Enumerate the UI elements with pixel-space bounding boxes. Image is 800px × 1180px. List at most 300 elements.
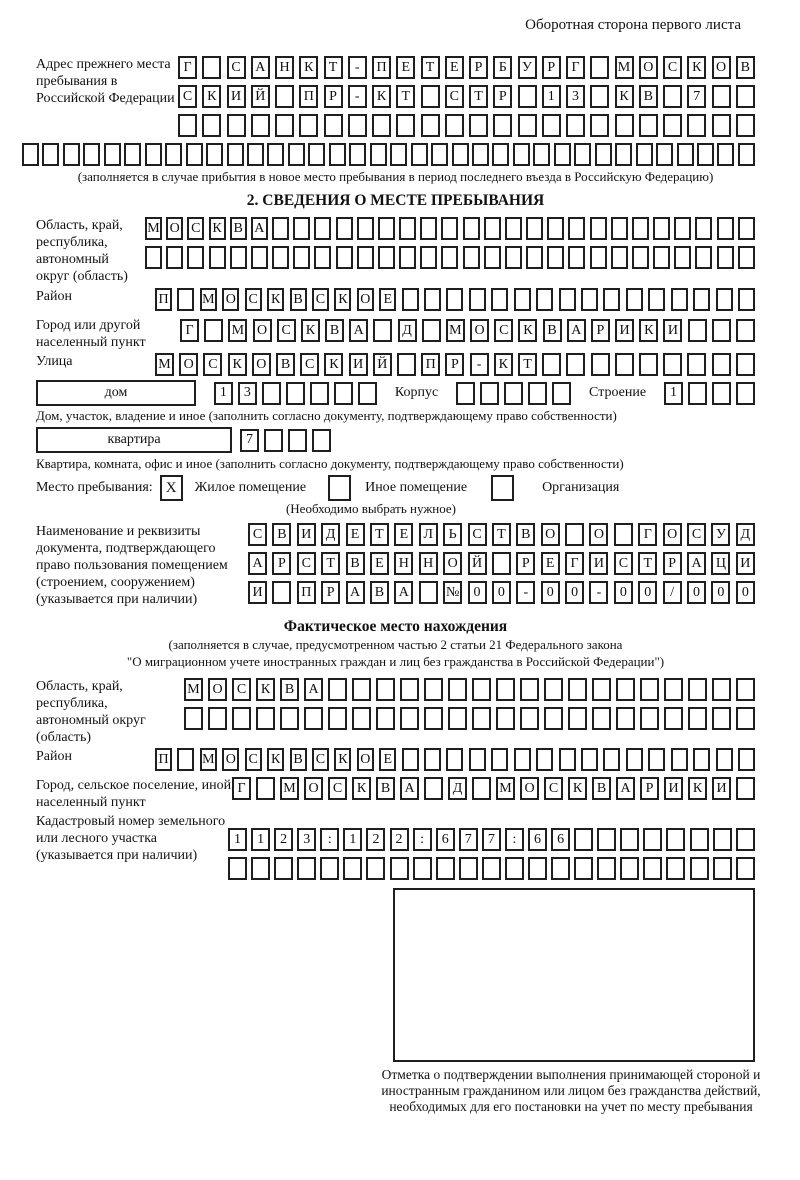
char-cell[interactable]: [209, 246, 226, 269]
char-cell[interactable]: [376, 707, 395, 730]
char-cell[interactable]: [469, 114, 488, 137]
char-cell[interactable]: [419, 581, 438, 604]
char-cell[interactable]: [677, 143, 694, 166]
char-cell[interactable]: [165, 143, 182, 166]
char-cell[interactable]: П: [372, 56, 391, 79]
char-cell[interactable]: И: [297, 523, 316, 546]
char-cell[interactable]: [536, 748, 553, 771]
char-cell[interactable]: [526, 217, 543, 240]
char-cell[interactable]: С: [245, 288, 262, 311]
char-cell[interactable]: К: [615, 85, 634, 108]
char-cell[interactable]: Б: [493, 56, 512, 79]
char-cell[interactable]: [424, 777, 443, 800]
char-cell[interactable]: [304, 707, 323, 730]
char-cell[interactable]: [614, 523, 633, 546]
char-cell[interactable]: [314, 217, 331, 240]
char-cell[interactable]: [738, 217, 755, 240]
char-cell[interactable]: 0: [468, 581, 487, 604]
char-cell[interactable]: [697, 143, 714, 166]
char-cell[interactable]: А: [394, 581, 413, 604]
char-cell[interactable]: [581, 748, 598, 771]
char-cell[interactable]: [424, 678, 443, 701]
char-cell[interactable]: [366, 857, 385, 880]
char-cell[interactable]: [431, 143, 448, 166]
char-cell[interactable]: [639, 114, 658, 137]
char-cell[interactable]: Р: [542, 56, 561, 79]
char-cell[interactable]: 7: [459, 828, 478, 851]
char-cell[interactable]: [717, 143, 734, 166]
char-cell[interactable]: [664, 678, 683, 701]
char-cell[interactable]: [626, 748, 643, 771]
char-cell[interactable]: В: [516, 523, 535, 546]
char-cell[interactable]: [206, 143, 223, 166]
char-cell[interactable]: [463, 217, 480, 240]
char-cell[interactable]: [343, 857, 362, 880]
char-cell[interactable]: [574, 857, 593, 880]
char-cell[interactable]: [505, 246, 522, 269]
char-cell[interactable]: К: [301, 319, 320, 342]
char-cell[interactable]: 6: [551, 828, 570, 851]
char-cell[interactable]: У: [711, 523, 730, 546]
char-cell[interactable]: [202, 114, 221, 137]
char-cell[interactable]: О: [253, 319, 272, 342]
char-cell[interactable]: 6: [528, 828, 547, 851]
char-cell[interactable]: Т: [638, 552, 657, 575]
char-cell[interactable]: О: [357, 748, 374, 771]
char-cell[interactable]: [568, 217, 585, 240]
char-cell[interactable]: [636, 143, 653, 166]
char-cell[interactable]: Е: [379, 288, 396, 311]
char-cell[interactable]: Г: [180, 319, 199, 342]
char-cell[interactable]: [590, 246, 607, 269]
char-cell[interactable]: [620, 857, 639, 880]
char-cell[interactable]: [738, 246, 755, 269]
char-cell[interactable]: С: [245, 748, 262, 771]
char-cell[interactable]: В: [276, 353, 295, 376]
char-cell[interactable]: А: [616, 777, 635, 800]
char-cell[interactable]: [536, 288, 553, 311]
char-cell[interactable]: [446, 288, 463, 311]
char-cell[interactable]: [124, 143, 141, 166]
char-cell[interactable]: [227, 143, 244, 166]
char-cell[interactable]: [552, 382, 571, 405]
char-cell[interactable]: [336, 246, 353, 269]
char-cell[interactable]: [357, 217, 374, 240]
char-cell[interactable]: В: [230, 217, 247, 240]
char-cell[interactable]: [620, 828, 639, 851]
char-cell[interactable]: [413, 857, 432, 880]
char-cell[interactable]: Р: [516, 552, 535, 575]
char-cell[interactable]: [184, 707, 203, 730]
char-cell[interactable]: [314, 246, 331, 269]
char-cell[interactable]: В: [376, 777, 395, 800]
char-cell[interactable]: 0: [492, 581, 511, 604]
char-cell[interactable]: [436, 857, 455, 880]
char-cell[interactable]: Н: [394, 552, 413, 575]
char-cell[interactable]: [712, 678, 731, 701]
char-cell[interactable]: М: [615, 56, 634, 79]
char-cell[interactable]: А: [248, 552, 267, 575]
char-cell[interactable]: К: [372, 85, 391, 108]
char-cell[interactable]: [448, 678, 467, 701]
char-cell[interactable]: [491, 748, 508, 771]
char-cell[interactable]: Р: [324, 85, 343, 108]
char-cell[interactable]: [592, 707, 611, 730]
char-cell[interactable]: [320, 857, 339, 880]
char-cell[interactable]: [551, 857, 570, 880]
char-cell[interactable]: М: [145, 217, 162, 240]
char-cell[interactable]: 1: [664, 382, 683, 405]
char-cell[interactable]: :: [413, 828, 432, 851]
char-cell[interactable]: [688, 382, 707, 405]
char-cell[interactable]: 7: [687, 85, 706, 108]
char-cell[interactable]: [480, 382, 499, 405]
char-cell[interactable]: [334, 382, 353, 405]
char-cell[interactable]: [632, 217, 649, 240]
char-cell[interactable]: [256, 707, 275, 730]
char-cell[interactable]: [329, 143, 346, 166]
char-cell[interactable]: [736, 319, 755, 342]
char-cell[interactable]: [272, 581, 291, 604]
char-cell[interactable]: [104, 143, 121, 166]
char-cell[interactable]: В: [290, 288, 307, 311]
char-cell[interactable]: [565, 523, 584, 546]
char-cell[interactable]: И: [349, 353, 368, 376]
char-cell[interactable]: В: [325, 319, 344, 342]
char-cell[interactable]: [496, 678, 515, 701]
char-cell[interactable]: Е: [394, 523, 413, 546]
char-cell[interactable]: [653, 246, 670, 269]
char-cell[interactable]: С: [297, 552, 316, 575]
char-cell[interactable]: -: [470, 353, 489, 376]
char-cell[interactable]: [280, 707, 299, 730]
char-cell[interactable]: [547, 217, 564, 240]
char-cell[interactable]: А: [567, 319, 586, 342]
char-cell[interactable]: [693, 748, 710, 771]
char-cell[interactable]: [663, 114, 682, 137]
char-cell[interactable]: [738, 748, 755, 771]
char-cell[interactable]: [687, 353, 706, 376]
char-cell[interactable]: К: [518, 319, 537, 342]
char-cell[interactable]: [22, 143, 39, 166]
char-cell[interactable]: [590, 56, 609, 79]
char-cell[interactable]: [648, 748, 665, 771]
char-cell[interactable]: О: [520, 777, 539, 800]
char-cell[interactable]: [484, 246, 501, 269]
char-cell[interactable]: С: [445, 85, 464, 108]
char-cell[interactable]: У: [518, 56, 537, 79]
char-cell[interactable]: С: [494, 319, 513, 342]
char-cell[interactable]: /: [663, 581, 682, 604]
char-cell[interactable]: [352, 707, 371, 730]
char-cell[interactable]: В: [346, 552, 365, 575]
char-cell[interactable]: [251, 246, 268, 269]
char-cell[interactable]: Т: [370, 523, 389, 546]
char-cell[interactable]: П: [155, 748, 172, 771]
char-cell[interactable]: Г: [178, 56, 197, 79]
char-cell[interactable]: С: [663, 56, 682, 79]
char-cell[interactable]: С: [300, 353, 319, 376]
char-cell[interactable]: [274, 857, 293, 880]
char-cell[interactable]: С: [227, 56, 246, 79]
char-cell[interactable]: [736, 707, 755, 730]
char-cell[interactable]: [336, 217, 353, 240]
checkbox-other-premises[interactable]: [328, 475, 351, 501]
char-cell[interactable]: 7: [240, 429, 259, 452]
char-cell[interactable]: [275, 85, 294, 108]
char-cell[interactable]: [639, 353, 658, 376]
char-cell[interactable]: О: [589, 523, 608, 546]
char-cell[interactable]: С: [328, 777, 347, 800]
char-cell[interactable]: [632, 246, 649, 269]
char-cell[interactable]: Ц: [711, 552, 730, 575]
char-cell[interactable]: [716, 748, 733, 771]
char-cell[interactable]: [264, 429, 283, 452]
char-cell[interactable]: [452, 143, 469, 166]
char-cell[interactable]: [616, 707, 635, 730]
char-cell[interactable]: [166, 246, 183, 269]
char-cell[interactable]: [566, 353, 585, 376]
char-cell[interactable]: [376, 678, 395, 701]
char-cell[interactable]: [736, 777, 755, 800]
char-cell[interactable]: Д: [448, 777, 467, 800]
char-cell[interactable]: О: [470, 319, 489, 342]
char-cell[interactable]: К: [228, 353, 247, 376]
char-cell[interactable]: С: [614, 552, 633, 575]
char-cell[interactable]: [626, 288, 643, 311]
char-cell[interactable]: К: [202, 85, 221, 108]
char-cell[interactable]: [424, 707, 443, 730]
char-cell[interactable]: В: [592, 777, 611, 800]
char-cell[interactable]: [666, 828, 685, 851]
char-cell[interactable]: 1: [251, 828, 270, 851]
char-cell[interactable]: [514, 288, 531, 311]
char-cell[interactable]: 0: [541, 581, 560, 604]
char-cell[interactable]: [400, 707, 419, 730]
char-cell[interactable]: -: [348, 56, 367, 79]
char-cell[interactable]: К: [352, 777, 371, 800]
char-cell[interactable]: [83, 143, 100, 166]
char-cell[interactable]: [695, 246, 712, 269]
char-cell[interactable]: В: [370, 581, 389, 604]
char-cell[interactable]: [446, 748, 463, 771]
char-cell[interactable]: [590, 114, 609, 137]
char-cell[interactable]: М: [200, 748, 217, 771]
char-cell[interactable]: [542, 353, 561, 376]
char-cell[interactable]: Р: [272, 552, 291, 575]
char-cell[interactable]: [520, 678, 539, 701]
char-cell[interactable]: С: [312, 748, 329, 771]
char-cell[interactable]: [736, 857, 755, 880]
char-cell[interactable]: [370, 143, 387, 166]
char-cell[interactable]: [459, 857, 478, 880]
char-cell[interactable]: [63, 143, 80, 166]
char-cell[interactable]: И: [663, 319, 682, 342]
char-cell[interactable]: [373, 319, 392, 342]
char-cell[interactable]: В: [639, 85, 658, 108]
char-cell[interactable]: [308, 143, 325, 166]
char-cell[interactable]: [328, 707, 347, 730]
char-cell[interactable]: П: [421, 353, 440, 376]
char-cell[interactable]: [42, 143, 59, 166]
char-cell[interactable]: С: [312, 288, 329, 311]
char-cell[interactable]: Е: [346, 523, 365, 546]
char-cell[interactable]: О: [252, 353, 271, 376]
char-cell[interactable]: [518, 85, 537, 108]
char-cell[interactable]: [328, 678, 347, 701]
char-cell[interactable]: :: [505, 828, 524, 851]
char-cell[interactable]: К: [299, 56, 318, 79]
char-cell[interactable]: [187, 246, 204, 269]
char-cell[interactable]: [712, 353, 731, 376]
char-cell[interactable]: [559, 288, 576, 311]
char-cell[interactable]: М: [200, 288, 217, 311]
char-cell[interactable]: Е: [396, 56, 415, 79]
char-cell[interactable]: [616, 678, 635, 701]
char-cell[interactable]: К: [494, 353, 513, 376]
char-cell[interactable]: Т: [396, 85, 415, 108]
char-cell[interactable]: К: [256, 678, 275, 701]
char-cell[interactable]: [595, 143, 612, 166]
char-cell[interactable]: [712, 707, 731, 730]
char-cell[interactable]: [526, 246, 543, 269]
char-cell[interactable]: [695, 217, 712, 240]
char-cell[interactable]: И: [736, 552, 755, 575]
char-cell[interactable]: С: [544, 777, 563, 800]
char-cell[interactable]: [688, 319, 707, 342]
char-cell[interactable]: 3: [238, 382, 257, 405]
char-cell[interactable]: [504, 382, 523, 405]
char-cell[interactable]: [663, 353, 682, 376]
char-cell[interactable]: [402, 288, 419, 311]
char-cell[interactable]: -: [589, 581, 608, 604]
char-cell[interactable]: С: [468, 523, 487, 546]
char-cell[interactable]: И: [589, 552, 608, 575]
char-cell[interactable]: [349, 143, 366, 166]
char-cell[interactable]: [712, 85, 731, 108]
char-cell[interactable]: 0: [687, 581, 706, 604]
char-cell[interactable]: О: [443, 552, 462, 575]
char-cell[interactable]: Й: [468, 552, 487, 575]
char-cell[interactable]: Е: [445, 56, 464, 79]
char-cell[interactable]: Е: [379, 748, 396, 771]
char-cell[interactable]: [390, 857, 409, 880]
char-cell[interactable]: К: [688, 777, 707, 800]
char-cell[interactable]: [581, 288, 598, 311]
char-cell[interactable]: О: [712, 56, 731, 79]
char-cell[interactable]: [514, 748, 531, 771]
char-cell[interactable]: [643, 828, 662, 851]
char-cell[interactable]: Т: [321, 552, 340, 575]
char-cell[interactable]: [615, 114, 634, 137]
char-cell[interactable]: [286, 382, 305, 405]
char-cell[interactable]: [505, 857, 524, 880]
char-cell[interactable]: С: [187, 217, 204, 240]
char-cell[interactable]: [690, 857, 709, 880]
char-cell[interactable]: Р: [445, 353, 464, 376]
char-cell[interactable]: В: [272, 523, 291, 546]
char-cell[interactable]: О: [208, 678, 227, 701]
char-cell[interactable]: [288, 143, 305, 166]
char-cell[interactable]: [591, 353, 610, 376]
char-cell[interactable]: О: [541, 523, 560, 546]
char-cell[interactable]: [202, 56, 221, 79]
char-cell[interactable]: К: [334, 288, 351, 311]
char-cell[interactable]: [713, 857, 732, 880]
char-cell[interactable]: [324, 114, 343, 137]
char-cell[interactable]: [738, 143, 755, 166]
char-cell[interactable]: [204, 319, 223, 342]
char-cell[interactable]: [272, 246, 289, 269]
char-cell[interactable]: [597, 828, 616, 851]
char-cell[interactable]: [251, 114, 270, 137]
char-cell[interactable]: К: [209, 217, 226, 240]
char-cell[interactable]: [736, 114, 755, 137]
char-cell[interactable]: [736, 828, 755, 851]
char-cell[interactable]: [482, 857, 501, 880]
char-cell[interactable]: Н: [419, 552, 438, 575]
char-cell[interactable]: [736, 353, 755, 376]
char-cell[interactable]: 3: [297, 828, 316, 851]
checkbox-organization[interactable]: [491, 475, 514, 501]
char-cell[interactable]: В: [280, 678, 299, 701]
char-cell[interactable]: [712, 114, 731, 137]
char-cell[interactable]: 1: [542, 85, 561, 108]
char-cell[interactable]: [275, 114, 294, 137]
char-cell[interactable]: [421, 114, 440, 137]
char-cell[interactable]: [671, 748, 688, 771]
char-cell[interactable]: 0: [565, 581, 584, 604]
char-cell[interactable]: [272, 217, 289, 240]
char-cell[interactable]: [496, 707, 515, 730]
char-cell[interactable]: [445, 114, 464, 137]
char-cell[interactable]: О: [663, 523, 682, 546]
char-cell[interactable]: Т: [324, 56, 343, 79]
char-cell[interactable]: 6: [436, 828, 455, 851]
char-cell[interactable]: [469, 288, 486, 311]
char-cell[interactable]: О: [639, 56, 658, 79]
char-cell[interactable]: [736, 678, 755, 701]
char-cell[interactable]: Й: [373, 353, 392, 376]
char-cell[interactable]: 1: [228, 828, 247, 851]
char-cell[interactable]: [559, 748, 576, 771]
char-cell[interactable]: О: [179, 353, 198, 376]
char-cell[interactable]: Й: [251, 85, 270, 108]
char-cell[interactable]: :: [320, 828, 339, 851]
char-cell[interactable]: С: [178, 85, 197, 108]
char-cell[interactable]: П: [299, 85, 318, 108]
char-cell[interactable]: [186, 143, 203, 166]
char-cell[interactable]: [230, 246, 247, 269]
char-cell[interactable]: -: [516, 581, 535, 604]
char-cell[interactable]: [472, 678, 491, 701]
char-cell[interactable]: [372, 114, 391, 137]
char-cell[interactable]: [424, 748, 441, 771]
char-cell[interactable]: Л: [419, 523, 438, 546]
char-cell[interactable]: [712, 382, 731, 405]
char-cell[interactable]: [664, 707, 683, 730]
char-cell[interactable]: П: [155, 288, 172, 311]
char-cell[interactable]: 0: [711, 581, 730, 604]
char-cell[interactable]: А: [346, 581, 365, 604]
char-cell[interactable]: [554, 143, 571, 166]
char-cell[interactable]: Д: [398, 319, 417, 342]
char-cell[interactable]: А: [251, 56, 270, 79]
char-cell[interactable]: Д: [321, 523, 340, 546]
char-cell[interactable]: [528, 857, 547, 880]
char-cell[interactable]: Р: [663, 552, 682, 575]
char-cell[interactable]: [145, 143, 162, 166]
